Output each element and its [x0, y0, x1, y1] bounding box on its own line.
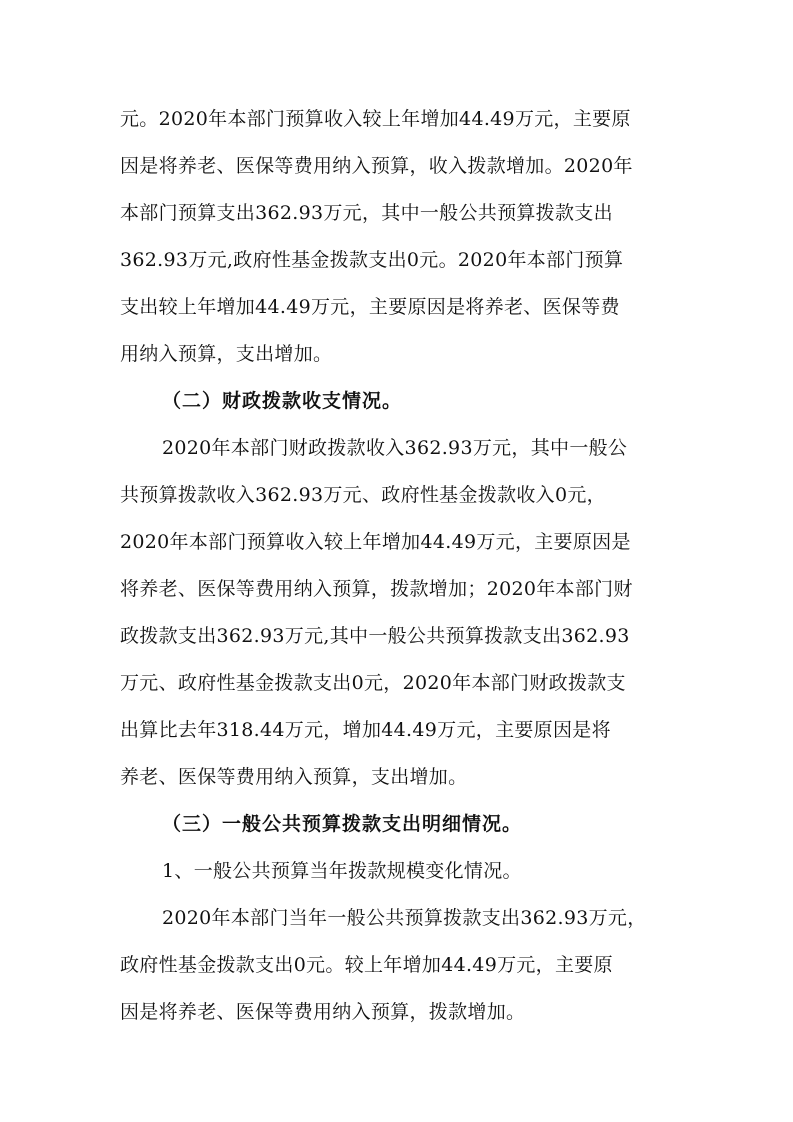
paragraph-line: 政拨款支出362.93万元,其中一般公共预算拨款支出362.93 [120, 625, 630, 647]
paragraph-line: 元。2020年本部门预算收入较上年增加44.49万元，主要原 [120, 108, 631, 130]
paragraph-line: 本部门预算支出362.93万元，其中一般公共预算拨款支出 [120, 202, 613, 224]
paragraph-line: 因是将养老、医保等费用纳入预算，收入拨款增加。2020年 [120, 155, 633, 177]
paragraph-line: 支出较上年增加44.49万元，主要原因是将养老、医保等费 [120, 296, 620, 318]
paragraph-line: 2020年本部门预算收入较上年增加44.49万元，主要原因是 [120, 531, 631, 553]
section-heading: （三）一般公共预算拨款支出明细情况。 [162, 813, 523, 835]
paragraph-line: 政府性基金拨款支出0元。较上年增加44.49万元，主要原 [120, 954, 613, 976]
section-heading: （二）财政拨款收支情况。 [162, 390, 403, 412]
paragraph-line: 养老、医保等费用纳入预算，支出增加。 [120, 766, 468, 788]
paragraph-line: 将养老、医保等费用纳入预算，拨款增加；2020年本部门财 [120, 578, 633, 600]
paragraph-line: 用纳入预算，支出增加。 [120, 343, 333, 365]
subsection-heading: 1、一般公共预算当年拨款规模变化情况。 [162, 860, 522, 882]
paragraph-line: 万元、政府性基金拨款支出0元，2020年本部门财政拨款支 [120, 672, 626, 694]
paragraph-line: 因是将养老、医保等费用纳入预算，拨款增加。 [120, 1001, 526, 1023]
paragraph-line: 共预算拨款收入362.93万元、政府性基金拨款收入0元， [120, 484, 606, 506]
paragraph-line: 2020年本部门财政拨款收入362.93万元，其中一般公 [162, 437, 628, 459]
paragraph-line: 2020年本部门当年一般公共预算拨款支出362.93万元， [162, 907, 647, 929]
paragraph-line: 362.93万元,政府性基金拨款支出0元。2020年本部门预算 [120, 249, 624, 271]
paragraph-line: 出算比去年318.44万元，增加44.49万元，主要原因是将 [120, 719, 611, 741]
